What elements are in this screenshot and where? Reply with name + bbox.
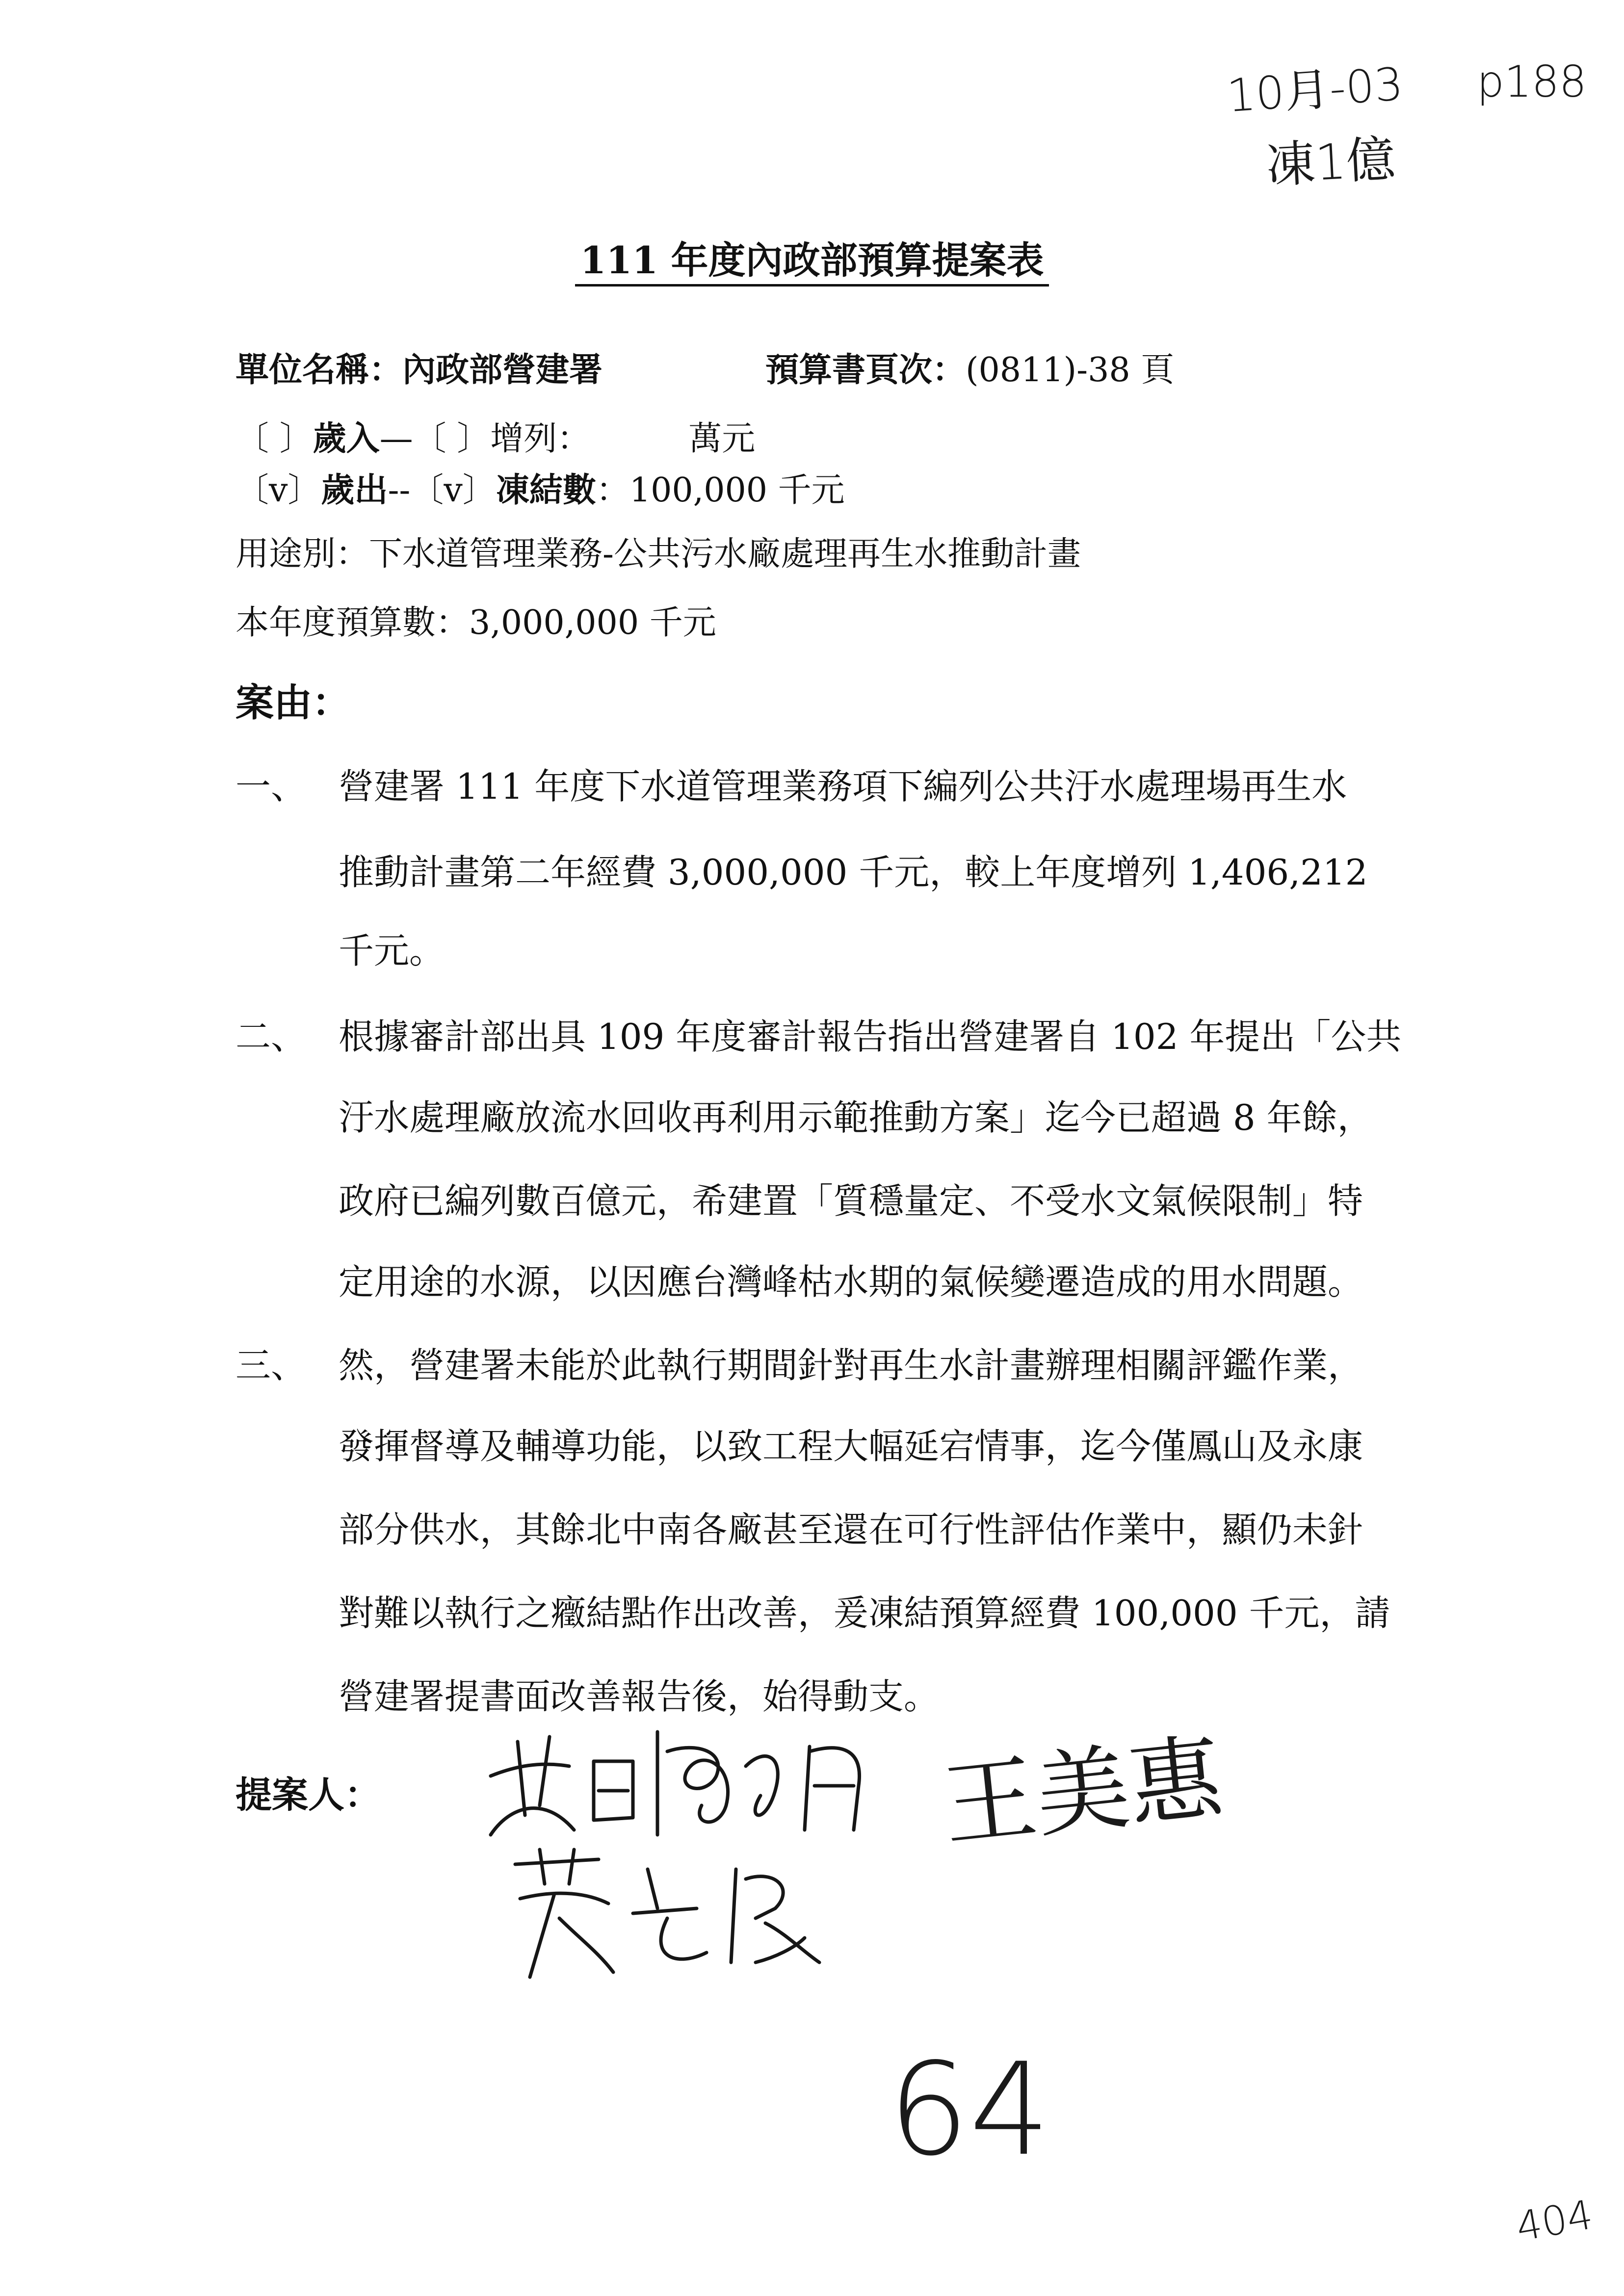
paragraph-3-line-3: 部分供水，其餘北中南各廠甚至還在可行性評估作業中，顯仍未針 xyxy=(339,1509,1363,1550)
page-title: 111 年度內政部預算提案表 xyxy=(0,231,1624,284)
reason-heading: 案由： xyxy=(236,680,351,725)
paragraph-3-number: 三、 xyxy=(236,1345,307,1386)
purpose-line: 用途別：下水道管理業務-公共污水廠處理再生水推動計畫 xyxy=(236,535,1081,574)
annual-budget-line: 本年度預算數：3,000,000 千元 xyxy=(236,603,716,642)
paragraph-2-line-3: 政府已編列數百億元，希建置「質穩量定、不受水文氣候限制」特 xyxy=(339,1180,1363,1222)
handwritten-page-number: 64 xyxy=(888,2036,1050,2184)
paragraph-1-line-1: 營建署 111 年度下水道管理業務項下編列公共汙水處理場再生水 xyxy=(339,766,1347,807)
signature-2: 王美惠 xyxy=(938,1723,1228,1861)
paragraph-3-line-5: 營建署提書面改善報告後，始得動支。 xyxy=(339,1676,940,1717)
expense-line: 〔v〕歲出--〔v〕凍結數：100,000 千元 xyxy=(236,470,845,510)
paragraph-2-number: 二、 xyxy=(236,1016,307,1057)
paragraph-1-line-3: 千元。 xyxy=(339,930,445,971)
handwritten-bottom-note: 404 xyxy=(1512,2192,1597,2251)
handwritten-date-note: 10月-03 xyxy=(1225,57,1405,123)
handwritten-freeze-note: 凍1億 xyxy=(1264,130,1397,194)
proposer-label: 提案人： xyxy=(236,1774,381,1816)
paragraph-1-number: 一、 xyxy=(236,766,307,807)
budget-page-ref: 預算書頁次：(0811)-38 頁 xyxy=(765,350,1175,390)
revenue-line: 〔 〕歲入—〔 〕增列： 萬元 xyxy=(236,419,756,458)
paragraph-1-line-2: 推動計畫第二年經費 3,000,000 千元，較上年度增列 1,406,212 xyxy=(339,852,1368,893)
signature-1-scribble xyxy=(471,1707,922,1854)
signature-3-scribble xyxy=(500,1840,844,1987)
paragraph-3-line-1: 然，營建署未能於此執行期間針對再生水計畫辦理相關評鑑作業， xyxy=(339,1345,1363,1386)
paragraph-3-line-2: 發揮督導及輔導功能，以致工程大幅延宕情事，迄今僅鳳山及永康 xyxy=(339,1426,1363,1467)
paragraph-3-line-4: 對難以執行之癥結點作出改善，爰凍結預算經費 100,000 千元，請 xyxy=(339,1592,1390,1634)
paragraph-2-line-1: 根據審計部出具 109 年度審計報告指出營建署自 102 年提出「公共 xyxy=(339,1016,1402,1057)
unit-name: 單位名稱：內政部營建署 xyxy=(236,350,603,390)
paragraph-2-line-4: 定用途的水源，以因應台灣峰枯水期的氣候變遷造成的用水問題。 xyxy=(339,1261,1363,1303)
handwritten-page-note: p188 xyxy=(1477,56,1587,107)
paragraph-2-line-2: 汙水處理廠放流水回收再利用示範推動方案」迄今已超過 8 年餘， xyxy=(339,1097,1373,1138)
